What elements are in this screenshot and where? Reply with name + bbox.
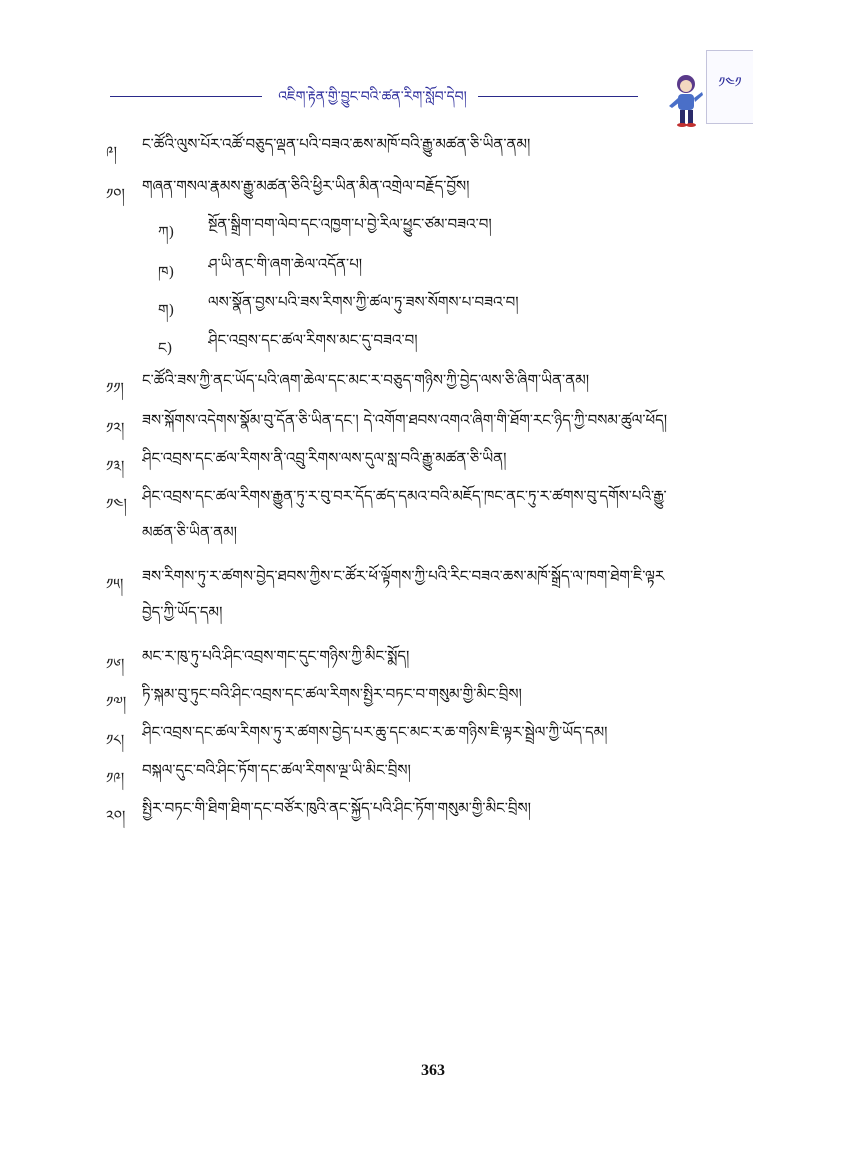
item-number: ༡༨། xyxy=(106,731,125,749)
sub-item-number: ཀ) xyxy=(158,223,175,241)
item-text: ཤིང་འབྲས་དང་ཚལ་རིགས་ཏུ་ར་ཚགས་བྱེད་པར་ཆུ་དང་མང་ར་ཆ་གཉིས་ཇི་ལྟར་སྦྲེལ་ཀྱི་ཡོད་དམ། xyxy=(142,723,608,741)
item-text: མང་ར་ཁུ་ཏུ་པའི་ཤིང་འབྲས་གང་དུང་གཉིས་ཀྱི་མིང་སྨོད། xyxy=(142,647,410,665)
item-number: ༩། xyxy=(106,143,117,161)
sub-item-number: ཁ) xyxy=(158,263,175,281)
item-text-continuation: བྱེད་ཀྱི་ཡོད་དམ། xyxy=(142,603,223,621)
mascot-illustration xyxy=(664,72,706,128)
item-text: ཟས་རིགས་ཏུ་ར་ཚགས་བྱེད་ཐབས་ཀྱིས་ང་ཚོར་ཕོ་ལྟོགས་ཀྱི་པའི་རིང་བཟའ་ཆས་མཁོ་སྒྲོད་ལ་ཁག་ཐེག་ཇི་ལྟར xyxy=(142,567,665,585)
sub-item-text: ལས་སྣོན་བྱས་པའི་ཟས་རིགས་ཀྱི་ཚལ་ཏུ་ཟས་སོགས་པ་བཟའ་བ། xyxy=(208,293,519,311)
item-text: གཞན་གསལ་རྣམས་རྒྱུ་མཚན་ཅིའི་ཕྱིར་ཡིན་མིན་འགྲེལ་བརྗོད་བྱོས། xyxy=(142,177,470,195)
sub-item-number: ང) xyxy=(158,339,173,357)
header-rule-left xyxy=(110,96,262,97)
item-text-continuation: མཚན་ཅི་ཡིན་ནམ། xyxy=(142,523,237,541)
sub-item-number: ག) xyxy=(158,301,175,319)
item-text: ཤིང་འབྲས་དང་ཚལ་རིགས་རྒྱུན་ཏུ་ར་བུ་བར་དོད་ཚད་དམའ་བའི་མཇོད་ཁང་ནང་ཏུ་ར་ཚགས་བུ་དགོས་པའི་རྒྱུ་ xyxy=(142,487,667,505)
item-number: ༢༠། xyxy=(106,807,126,825)
page-number: 363 xyxy=(421,1062,445,1079)
item-text: ཟས་སྐོགས་འདེགས་སྣོམ་བུ་དོན་ཅི་ཡིན་དང་། དེ་འགོག་ཐབས་འགའ་ཞིག་གི་ཐོག་རང་ཉིད་ཀྱི་བསམ་ཚུལ་ཕོད། xyxy=(142,411,668,429)
item-text: བསྐལ་དུང་བའི་ཤིང་ཏོག་དང་ཚལ་རིགས་ལྔ་ཡི་མིང་བྲིས། xyxy=(142,761,411,779)
running-title: འཇིག་རྟེན་གྱི་བྱུང་བའི་ཚན་རིག་སློབ་དེབ། xyxy=(278,89,467,105)
corner-page-number: ༡༤༡ xyxy=(718,75,742,91)
item-text: ང་ཚོའི་ལུས་པོར་འཚོ་བཅུད་ལྡན་པའི་བཟའ་ཆས་མཁོ་བའི་རྒྱུ་མཚན་ཅི་ཡིན་ནམ། xyxy=(142,135,531,153)
item-number: ༡༣། xyxy=(106,457,125,475)
item-number: ༡༦། xyxy=(106,655,125,673)
item-text: ང་ཚོའི་ཟས་ཀྱི་ནང་ཡོད་པའི་ཞག་ཆེལ་དང་མང་ར་བཅུད་གཉིས་ཀྱི་བྱེད་ལས་ཅི་ཞིག་ཡིན་ནམ། xyxy=(142,371,590,389)
sub-item-text: ཤ་ཡི་ནང་གི་ཞག་ཆེལ་འདོན་པ། xyxy=(208,255,363,273)
header-rule-right xyxy=(478,96,638,97)
item-text: སྤྱིར་བཏང་གི་ཐིག་ཐིག་དང་བཙོར་ཁུའི་ནང་སྐྱོད་པའི་ཤིང་ཏོག་གསུམ་གྱི་མིང་བྲིས། xyxy=(142,799,531,817)
item-text: ཏི་སྐམ་བུ་ཏུང་བའི་ཤིང་འབྲས་དང་ཚལ་རིགས་སྤྱིར་བཏང་བ་གསུམ་གྱི་མིང་བྲིས། xyxy=(142,685,522,703)
item-number: ༡༩། xyxy=(106,769,125,787)
item-number: ༡༡། xyxy=(106,379,124,397)
sub-item-text: སྔོན་སྒྲིག་བག་ལེབ་དང་འཁྱག་པ་བྱེ་རིལ་ཕྱུང་ཙམ་བཟའ་བ། xyxy=(208,215,492,233)
sub-item-text: ཤིང་འབྲས་དང་ཚལ་རིགས་མང་དུ་བཟའ་བ། xyxy=(208,331,418,349)
item-number: ༡༢། xyxy=(106,419,125,437)
item-number: ༡༤། xyxy=(106,495,127,513)
item-number: ༡༧། xyxy=(106,693,127,711)
item-number: ༡༠། xyxy=(106,185,125,203)
item-text: ཤིང་འབྲས་དང་ཚལ་རིགས་ནི་འབྲུ་རིགས་ལས་དུལ་སླ་བའི་རྒྱུ་མཚན་ཅི་ཡིན། xyxy=(142,449,507,467)
item-number: ༡༥། xyxy=(106,575,124,593)
